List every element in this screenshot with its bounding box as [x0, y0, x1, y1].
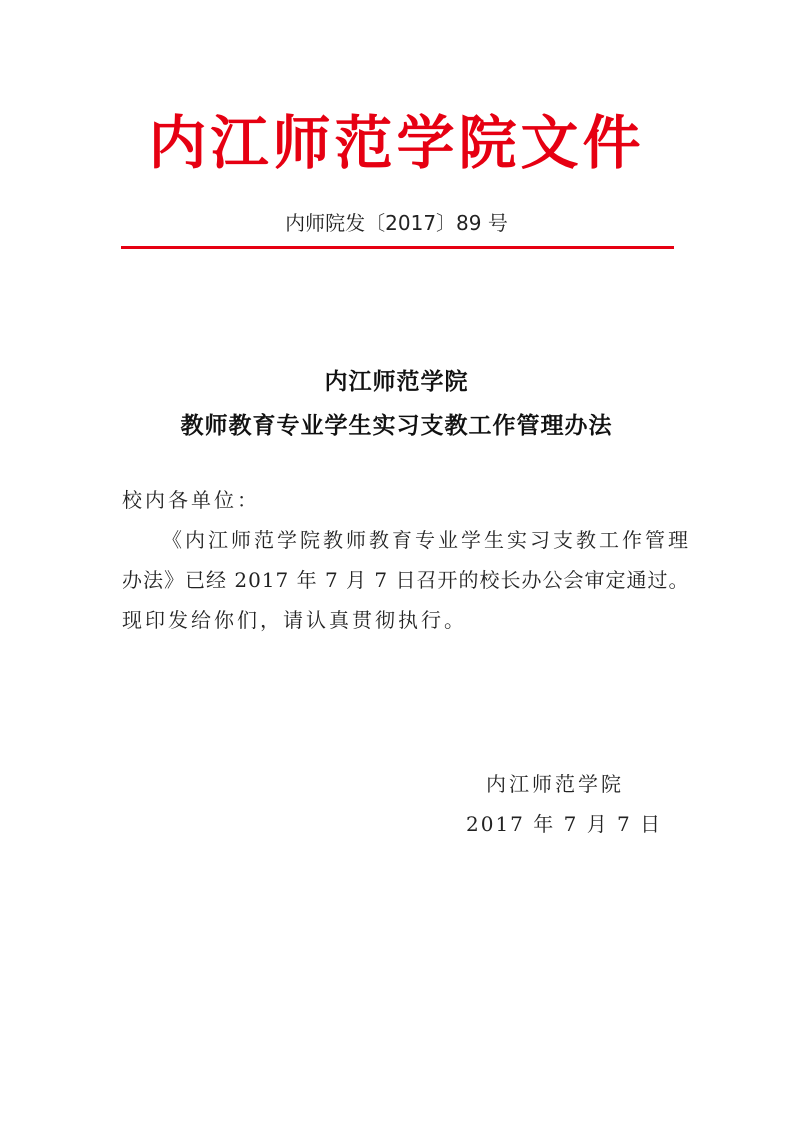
document-number: 内师院发〔2017〕89 号	[285, 211, 508, 235]
signature-block	[466, 764, 662, 844]
title-line-institution: 内江师范学院	[324, 368, 469, 395]
body-paragraph	[122, 520, 691, 640]
document-header-title: 内江师范学院文件	[148, 109, 645, 177]
body-line: 现印发给你们，请认真贯彻执行。	[122, 608, 467, 632]
salutation: 校内各单位：	[122, 488, 260, 512]
title-line-subject: 教师教育专业学生实习支教工作管理办法	[180, 412, 613, 439]
body-line: 办法》已经 2017 年 7 月 7 日召开的校长办公会审定通过。	[122, 568, 690, 592]
body-line: 《内江师范学院教师教育专业学生实习支教工作管理	[162, 528, 691, 552]
header-divider	[121, 246, 674, 249]
signature-organization: 内江师范学院	[486, 772, 624, 796]
signature-date: 2017 年 7 月 7 日	[466, 812, 663, 836]
document-title	[0, 360, 793, 448]
